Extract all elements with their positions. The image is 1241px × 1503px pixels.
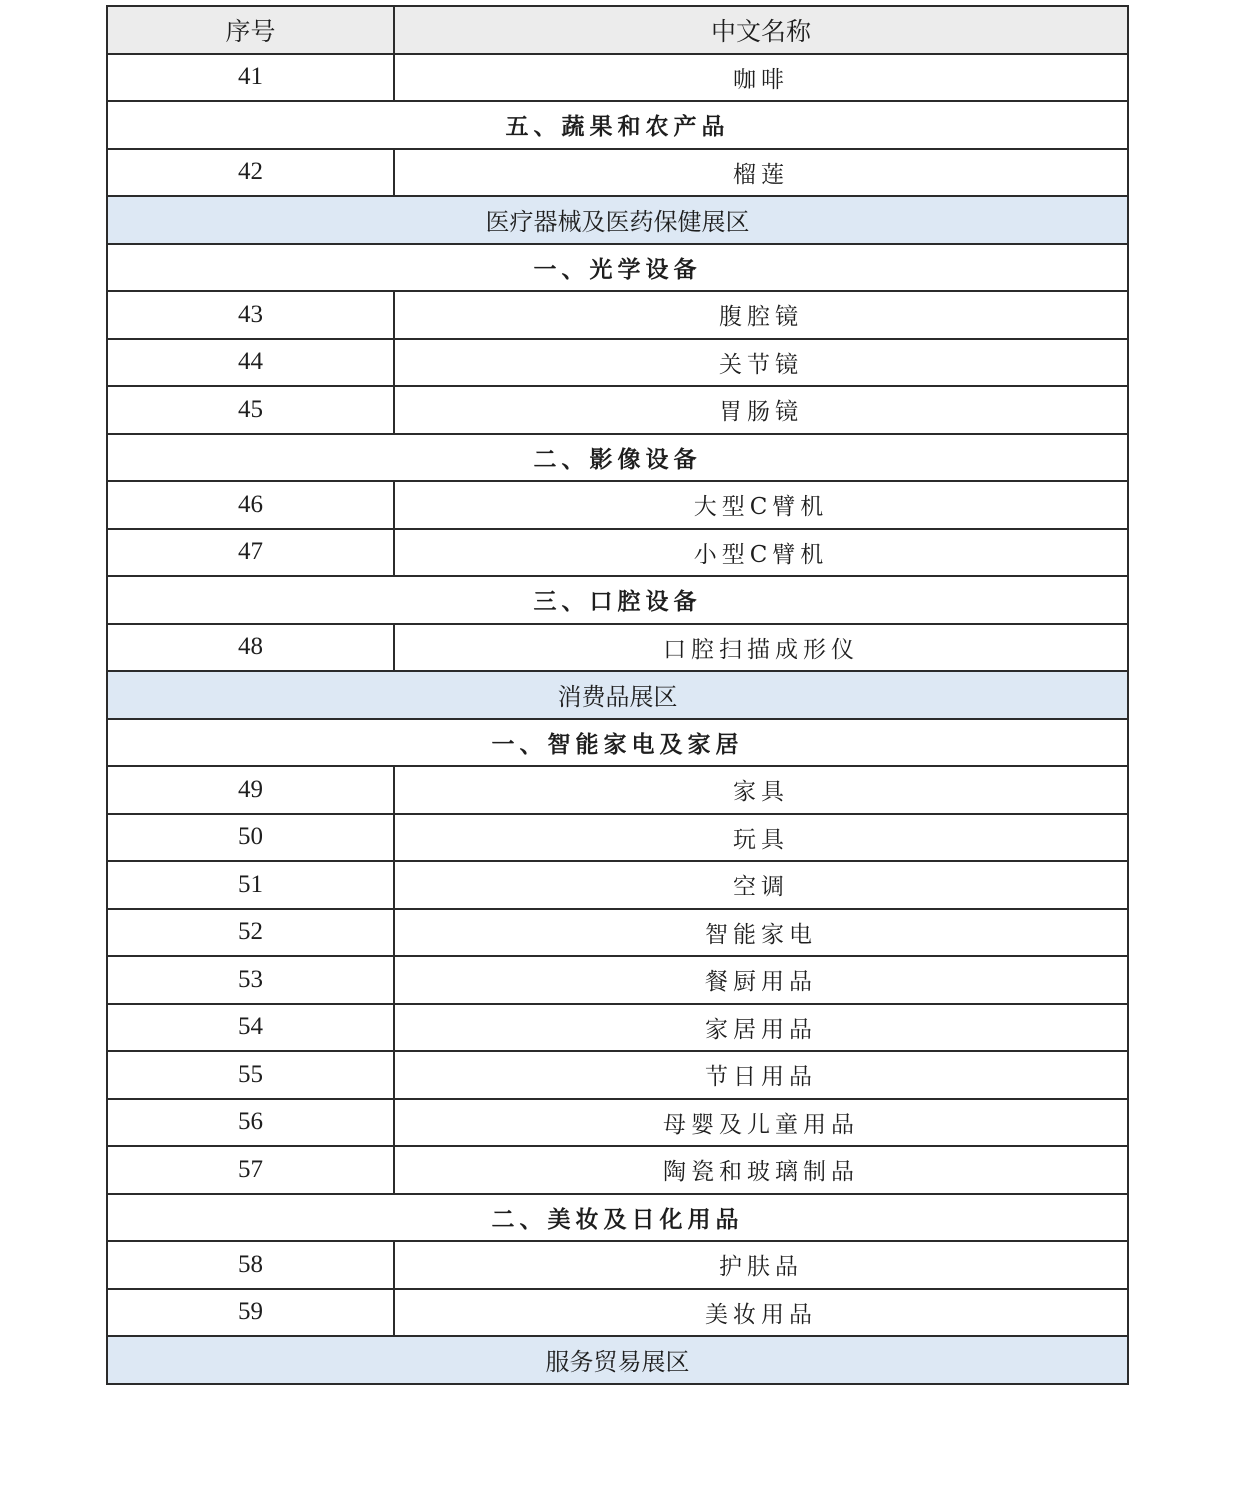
exhibition-zone-title: 消费品展区 xyxy=(107,671,1128,719)
serial-number-cell: 54 xyxy=(107,1004,394,1052)
item-name-cell: 口腔扫描成形仪 xyxy=(394,624,1128,672)
item-name-cell: 陶瓷和玻璃制品 xyxy=(394,1146,1128,1194)
item-name-cell: 小型C臂机 xyxy=(394,529,1128,577)
table-row xyxy=(107,386,1128,434)
category-row xyxy=(107,719,1128,767)
item-name-cell: 美妆用品 xyxy=(394,1289,1128,1337)
item-name-cell: 母婴及儿童用品 xyxy=(394,1099,1128,1147)
exhibition-zone-title: 服务贸易展区 xyxy=(107,1336,1128,1384)
exhibition-zone-row xyxy=(107,671,1128,719)
serial-number-cell: 56 xyxy=(107,1099,394,1147)
table-row xyxy=(107,291,1128,339)
serial-number-cell: 45 xyxy=(107,386,394,434)
table-row xyxy=(107,1051,1128,1099)
serial-number-cell: 41 xyxy=(107,54,394,102)
table-row xyxy=(107,956,1128,1004)
category-row xyxy=(107,576,1128,624)
category-row xyxy=(107,1194,1128,1242)
serial-number-cell: 58 xyxy=(107,1241,394,1289)
item-name-cell: 咖啡 xyxy=(394,54,1128,102)
header-serial-number: 序号 xyxy=(107,6,394,54)
serial-number-cell: 57 xyxy=(107,1146,394,1194)
serial-number-cell: 44 xyxy=(107,339,394,387)
category-title: 二、影像设备 xyxy=(107,434,1128,482)
serial-number-cell: 52 xyxy=(107,909,394,957)
item-name-cell: 护肤品 xyxy=(394,1241,1128,1289)
serial-number-cell: 51 xyxy=(107,861,394,909)
serial-number-cell: 42 xyxy=(107,149,394,197)
table-row xyxy=(107,624,1128,672)
table-row xyxy=(107,1289,1128,1337)
item-name-cell: 智能家电 xyxy=(394,909,1128,957)
category-title: 五、蔬果和农产品 xyxy=(107,101,1128,149)
table-row xyxy=(107,54,1128,102)
serial-number-cell: 48 xyxy=(107,624,394,672)
serial-number-cell: 46 xyxy=(107,481,394,529)
table-row xyxy=(107,481,1128,529)
category-title: 三、口腔设备 xyxy=(107,576,1128,624)
exhibition-zone-title: 医疗器械及医药保健展区 xyxy=(107,196,1128,244)
item-name-cell: 腹腔镜 xyxy=(394,291,1128,339)
table-row xyxy=(107,1004,1128,1052)
exhibition-zone-row xyxy=(107,196,1128,244)
item-name-cell: 胃肠镜 xyxy=(394,386,1128,434)
table-body xyxy=(107,6,1128,1384)
category-row xyxy=(107,101,1128,149)
table-row xyxy=(107,339,1128,387)
table-row xyxy=(107,814,1128,862)
table-row xyxy=(107,1099,1128,1147)
exhibit-table xyxy=(106,5,1129,1385)
item-name-cell: 榴莲 xyxy=(394,149,1128,197)
table-header-row xyxy=(107,6,1128,54)
serial-number-cell: 55 xyxy=(107,1051,394,1099)
category-title: 一、智能家电及家居 xyxy=(107,719,1128,767)
item-name-cell: 餐厨用品 xyxy=(394,956,1128,1004)
table-row xyxy=(107,1241,1128,1289)
serial-number-cell: 53 xyxy=(107,956,394,1004)
table-row xyxy=(107,861,1128,909)
serial-number-cell: 49 xyxy=(107,766,394,814)
category-row xyxy=(107,434,1128,482)
header-chinese-name: 中文名称 xyxy=(394,6,1128,54)
exhibition-zone-row xyxy=(107,1336,1128,1384)
serial-number-cell: 59 xyxy=(107,1289,394,1337)
table-row xyxy=(107,766,1128,814)
table-row xyxy=(107,1146,1128,1194)
table-row xyxy=(107,529,1128,577)
item-name-cell: 节日用品 xyxy=(394,1051,1128,1099)
item-name-cell: 玩具 xyxy=(394,814,1128,862)
category-title: 一、光学设备 xyxy=(107,244,1128,292)
serial-number-cell: 50 xyxy=(107,814,394,862)
category-title: 二、美妆及日化用品 xyxy=(107,1194,1128,1242)
item-name-cell: 关节镜 xyxy=(394,339,1128,387)
item-name-cell: 家居用品 xyxy=(394,1004,1128,1052)
item-name-cell: 大型C臂机 xyxy=(394,481,1128,529)
table-row xyxy=(107,909,1128,957)
item-name-cell: 家具 xyxy=(394,766,1128,814)
table-row xyxy=(107,149,1128,197)
category-row xyxy=(107,244,1128,292)
serial-number-cell: 47 xyxy=(107,529,394,577)
serial-number-cell: 43 xyxy=(107,291,394,339)
item-name-cell: 空调 xyxy=(394,861,1128,909)
